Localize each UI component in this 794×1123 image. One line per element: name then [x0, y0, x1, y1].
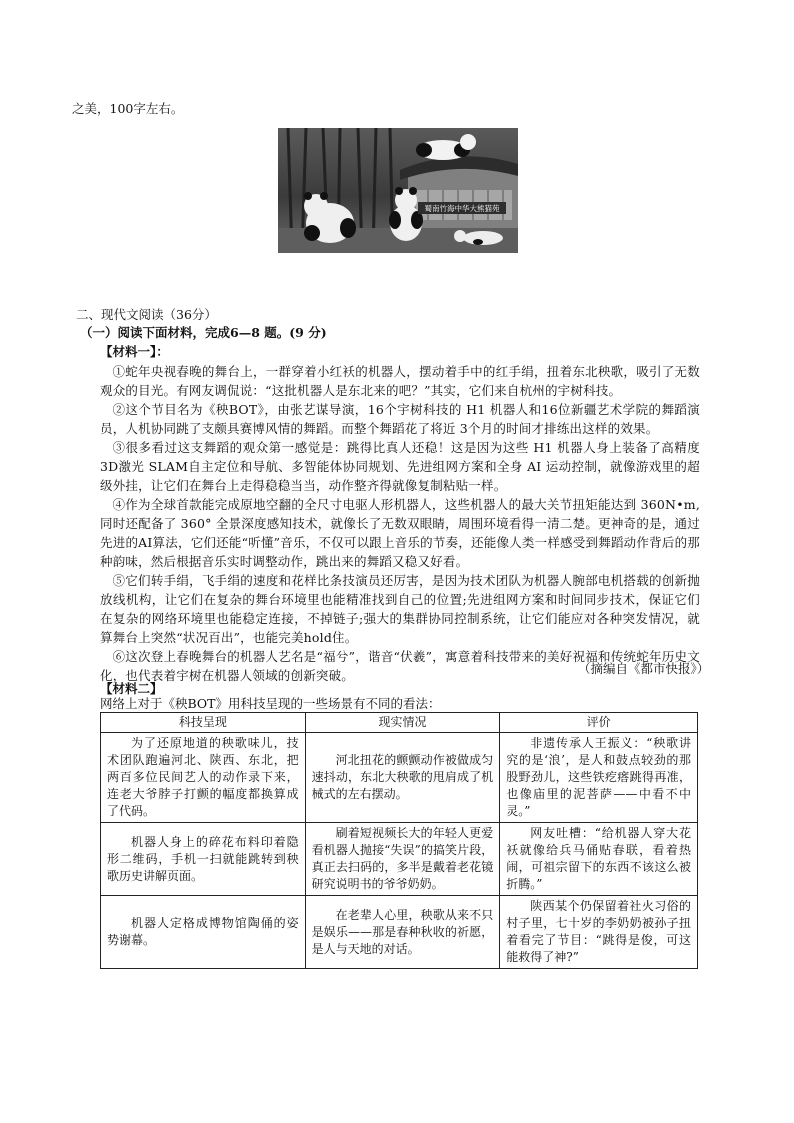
- material1-paragraph: ②这个节目名为《秧BOT》，由张艺谋导演，16个宇树科技的 H1 机器人和16位新疆艺术学院的舞蹈演员，人机协同跳了支颇具赛博风情的舞蹈。而整个舞蹈花了将近 3个月的时间才排练出这样的效果。: [100, 402, 700, 436]
- material1-body: [100, 362, 700, 685]
- material1-paragraph: ⑥这次登上春晚舞台的机器人艺名是“福兮”，谐音“伏羲”，寓意着科技带来的美好祝福和传统蛇年历史文化，也代表着宇树在机器人领域的创新突破。: [100, 649, 700, 683]
- material1-paragraph: ④作为全球首款能完成原地空翻的全尺寸电驱人形机器人，这些机器人的最大关节扭矩能达到 360N•m,同时还配备了 360° 全景深度感知技术，就像长了无数双眼睛，周围环境看得一清二楚。更神奇的是，通过先进的AI算法，它们还能“听懂”音乐，不仅可以跟上音乐的节奏，还能像人类一样感受到舞蹈动作背后的那种韵味，然后根据音乐实时调整动作，跳出来的舞蹈又稳又好看。: [100, 497, 700, 569]
- table-cell: 陕西某个仍保留着社火习俗的村子里，七十岁的李奶奶被孙子扭着看完了节目：“跳得是俊，可这能救得了神?”: [500, 896, 698, 969]
- table-cell: 机器人身上的碎花布料印着隐形二维码，手机一扫就能跳转到秧歌历史讲解页面。: [101, 823, 306, 896]
- material1-paragraph: ③很多看过这支舞蹈的观众第一感觉是：跳得比真人还稳！这是因为这些 H1 机器人身上装备了高精度 3D激光 SLAM自主定位和导航、多智能体协同规划、先进组网方案和全身 AI 运动控制，就像游戏里的超级外挂，让它们在舞台上走得稳稳当当，动作整齐得就像复制粘贴一样。: [100, 440, 700, 493]
- table-header: 现实情况: [305, 713, 500, 733]
- table-cell: 刷着短视频长大的年轻人更爱看机器人抛接“失误”的搞笑片段，真正去扫码的，多半是戴着老花镜研究说明书的爷爷奶奶。: [305, 823, 500, 896]
- comparison-table: [100, 712, 698, 969]
- material2-intro: 网络上对于《秧BOT》用科技呈现的一些场景有不同的看法：: [100, 696, 441, 711]
- panda-flying: [416, 134, 476, 160]
- panda-photo: [278, 128, 518, 253]
- top-line: 之美，100字左右。: [72, 101, 184, 116]
- table-row: [101, 823, 698, 896]
- table-cell: 网友吐槽：“给机器人穿大花袄就像给兵马俑贴春联，看着热闹，可祖宗留下的东西不该这么被折腾。”: [500, 823, 698, 896]
- material2-label: 【材料二】: [100, 681, 163, 696]
- table-cell: 为了还原地道的秧歌味儿，技术团队跑遍河北、陕西、东北，把两百多位民间艺人的动作录下来，连老大爷脖子打颤的幅度都换算成了代码。: [101, 733, 306, 823]
- table-cell: 非遗传承人王振义：“秧歌讲究的是‘浪’，是人和鼓点较劲的那股野劲儿，这些铁疙瘩跳得再准，也像庙里的泥菩萨——中看不中灵。”: [500, 733, 698, 823]
- table-header-row: [101, 713, 698, 733]
- table-cell: 河北扭花的颤颤动作被做成匀速抖动，东北大秧歌的甩肩成了机械式的左右摆动。: [305, 733, 500, 823]
- material1-source: （摘编自《都市快报》）: [578, 661, 710, 676]
- table-header: 科技呈现: [101, 713, 306, 733]
- section-heading: 二、现代文阅读（36分）: [76, 307, 217, 322]
- panda-scene-illustration: [278, 128, 518, 253]
- table-row: [101, 896, 698, 969]
- building-sign: 蜀南竹海中华大熊猫苑: [424, 204, 500, 213]
- table-cell: 在老辈人心里，秧歌从来不只是娱乐——那是春种秋收的祈愿，是人与天地的对话。: [305, 896, 500, 969]
- sub-heading: （一）阅读下面材料，完成6—8 题。(9 分): [80, 325, 327, 340]
- table-row: [101, 733, 698, 823]
- table-cell: 机器人定格成博物馆陶俑的姿势谢幕。: [101, 896, 306, 969]
- material1-paragraph: ⑤它们转手绢，飞手绢的速度和花样比条技演员还厉害，是因为技术团队为机器人腕部电机搭载的创新抛放线机构，让它们在复杂的舞台环境里也能精准找到自己的位置;先进组网方案和时间同步技术，保证它们在复杂的网络环境里也能稳定连接，不掉链子;强大的集群协同控制系统，让它们能应对各种突发情况，就算舞台上突然“状况百出”，也能完美hold住。: [100, 573, 700, 645]
- table-header: 评价: [500, 713, 698, 733]
- material1-paragraph: ①蛇年央视春晚的舞台上，一群穿着小红袄的机器人，摆动着手中的红手绢，扭着东北秧歌，吸引了无数观众的目光。有网友调侃说：“这批机器人是东北来的吧？”其实，它们来自杭州的宇树科技。: [100, 364, 700, 398]
- material1-label: 【材料一】：: [100, 344, 169, 359]
- panda-left: [304, 192, 356, 243]
